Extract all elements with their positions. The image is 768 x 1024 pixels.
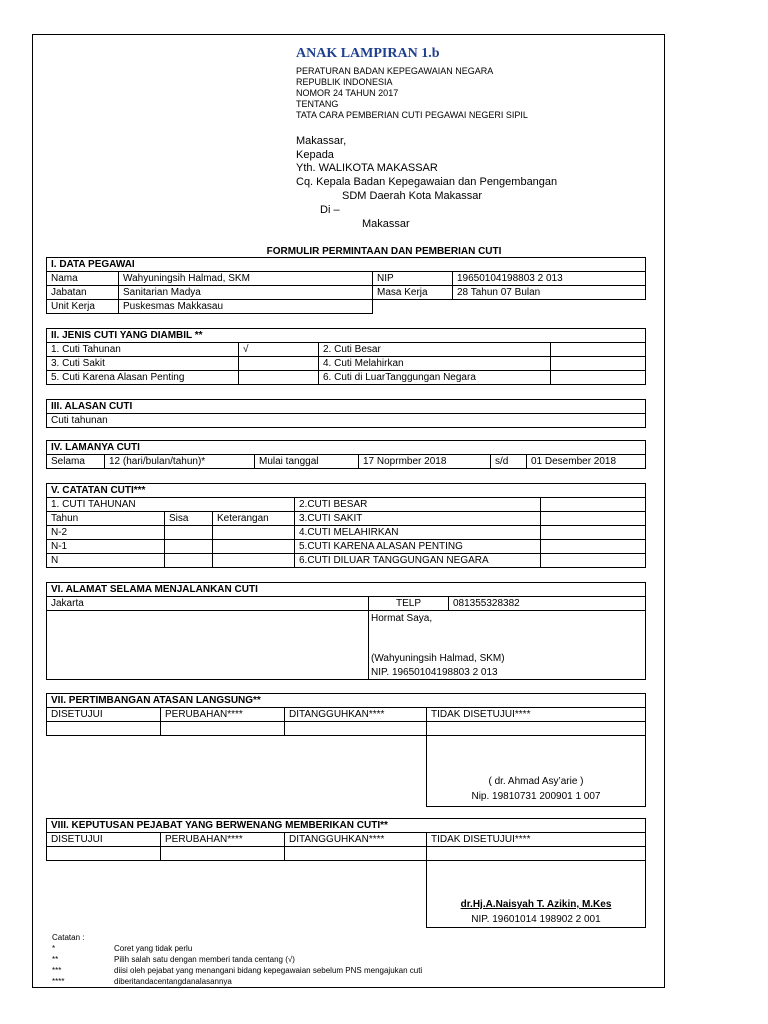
supervisor-signature-block: [427, 736, 646, 807]
phone-label: TELP: [369, 597, 449, 611]
year-n1: N-1: [47, 540, 165, 554]
changed-header: PERUBAHAN****: [161, 708, 285, 722]
address-city: Makassar,: [296, 135, 347, 147]
section-duration: [46, 440, 646, 469]
leave-option-unpaid: 6. Cuti di LuarTanggungan Negara: [319, 371, 551, 385]
section-title: V. CATATAN CUTI***: [47, 484, 646, 498]
postponed-header: DITANGGUHKAN****: [285, 833, 427, 847]
leave-option-annual: 1. Cuti Tahunan: [47, 343, 239, 357]
regulation-line-1: PERATURAN BADAN KEPEGAWAIAN NEGARA: [296, 66, 494, 76]
section-title: VIII. KEPUTUSAN PEJABAT YANG BERWENANG MEMBERIKAN CUTI**: [47, 819, 646, 833]
duration-value: 12 (hari/bulan/tahun)*: [105, 455, 255, 469]
end-date: 01 Desember 2018: [527, 455, 646, 469]
leave-option-long: 2. Cuti Besar: [319, 343, 551, 357]
decision-cell: [47, 847, 161, 861]
record-cell: [541, 526, 646, 540]
long-leave-label: 2.CUTI BESAR: [295, 498, 541, 512]
section-supervisor-review: [46, 693, 646, 807]
regards-text: Hormat Saya,: [371, 613, 433, 624]
regulation-line-5: TATA CARA PEMBERIAN CUTI PEGAWAI NEGERI SIPIL: [296, 110, 528, 120]
check-cell: [551, 343, 646, 357]
note-item: *** diisi oleh pejabat yang menangani bidang kepegawaian sebelum PNS mengajukan cuti: [52, 966, 423, 975]
section-title: II. JENIS CUTI YANG DIAMBIL **: [47, 329, 646, 343]
leave-option-important: 5. Cuti Karena Alasan Penting: [47, 371, 239, 385]
section-title: VII. PERTIMBANGAN ATASAN LANGSUNG**: [47, 694, 646, 708]
remaining-header: Sisa: [165, 512, 213, 526]
leave-option-sick: 3. Cuti Sakit: [47, 357, 239, 371]
leave-option-maternity: 4. Cuti Melahirkan: [319, 357, 551, 371]
applicant-nip: NIP. 19650104198803 2 013: [371, 667, 498, 678]
note-item: ** Pilih salah satu dengan memberi tanda centang (√): [52, 955, 295, 964]
unit-value: Puskesmas Makkasau: [119, 300, 373, 314]
supervisor-name: ( dr. Ahmad Asy’arie ): [488, 776, 584, 787]
blank-cell: [453, 300, 646, 314]
regulation-line-4: TENTANG: [296, 99, 339, 109]
record-cell: [213, 526, 295, 540]
official-signature-block: [427, 861, 646, 928]
record-cell: [165, 554, 213, 568]
section-title: III. ALASAN CUTI: [47, 400, 646, 414]
note-item: * Coret yang tidak perlu: [52, 944, 193, 953]
decision-cell: [47, 722, 161, 736]
remark-header: Keterangan: [213, 512, 295, 526]
section-employee-data: [46, 257, 646, 314]
blank-area: [47, 736, 427, 807]
nip-value: 19650104198803 2 013: [453, 272, 646, 286]
section-title: VI. ALAMAT SELAMA MENJALANKAN CUTI: [47, 583, 646, 597]
important-leave-label: 5.CUTI KARENA ALASAN PENTING: [295, 540, 541, 554]
section-title: I. DATA PEGAWAI: [47, 258, 646, 272]
section-reason: [46, 399, 646, 428]
address-recipient: Yth. WALIKOTA MAKASSAR: [296, 162, 438, 174]
check-mark: √: [239, 343, 319, 357]
record-cell: [165, 526, 213, 540]
check-cell: [551, 357, 646, 371]
decision-cell: [427, 722, 646, 736]
approved-header: DISETUJUI: [47, 708, 161, 722]
record-cell: [541, 554, 646, 568]
record-cell: [165, 540, 213, 554]
decision-cell: [161, 722, 285, 736]
record-cell: [541, 512, 646, 526]
blank-area: [47, 861, 427, 928]
year-header: Tahun: [47, 512, 165, 526]
start-label: Mulai tanggal: [255, 455, 359, 469]
name-label: Nama: [47, 272, 119, 286]
leave-address: Jakarta: [47, 597, 369, 611]
attachment-title: ANAK LAMPIRAN 1.b: [296, 46, 440, 61]
record-cell: [213, 554, 295, 568]
position-value: Sanitarian Madya: [119, 286, 373, 300]
tenure-value: 28 Tahun 07 Bulan: [453, 286, 646, 300]
approved-header: DISETUJUI: [47, 833, 161, 847]
year-n: N: [47, 554, 165, 568]
decision-cell: [161, 847, 285, 861]
year-n2: N-2: [47, 526, 165, 540]
rejected-header: TIDAK DISETUJUI****: [427, 708, 646, 722]
postponed-header: DITANGGUHKAN****: [285, 708, 427, 722]
regulation-line-3: NOMOR 24 TAHUN 2017: [296, 88, 399, 98]
form-title: FORMULIR PERMINTAAN DAN PEMBERIAN CUTI: [266, 246, 502, 257]
check-cell: [239, 357, 319, 371]
changed-header: PERUBAHAN****: [161, 833, 285, 847]
start-date: 17 Noprmber 2018: [359, 455, 491, 469]
check-cell: [239, 371, 319, 385]
reason-value: Cuti tahunan: [47, 414, 646, 428]
position-label: Jabatan: [47, 286, 119, 300]
note-item: **** diberitandacentangdanalasannya: [52, 977, 232, 986]
sick-leave-label: 3.CUTI SAKIT: [295, 512, 541, 526]
nip-label: NIP: [373, 272, 453, 286]
until-label: s/d: [491, 455, 527, 469]
address-di: Di –: [320, 204, 340, 216]
check-cell: [551, 371, 646, 385]
decision-cell: [427, 847, 646, 861]
maternity-leave-label: 4.CUTI MELAHIRKAN: [295, 526, 541, 540]
address-agency: SDM Daerah Kota Makassar: [342, 190, 482, 202]
section-official-decision: [46, 818, 646, 928]
blank-cell: [373, 300, 453, 314]
address-to: Kepada: [296, 149, 334, 161]
official-name: dr.Hj.A.Naisyah T. Azikin, M.Kes: [460, 899, 612, 910]
notes-title: Catatan :: [52, 933, 85, 942]
record-cell: [541, 498, 646, 512]
address-blank: [47, 611, 369, 680]
official-nip: NIP. 19601014 198902 2 001: [471, 914, 601, 925]
annual-leave-header: 1. CUTI TAHUNAN: [47, 498, 295, 512]
record-cell: [541, 540, 646, 554]
section-address: [46, 582, 646, 680]
regulation-line-2: REPUBLIK INDONESIA: [296, 77, 393, 87]
section-leave-records: [46, 483, 646, 568]
supervisor-nip: Nip. 19810731 200901 1 007: [471, 791, 601, 802]
address-place: Makassar: [362, 218, 410, 230]
decision-cell: [285, 722, 427, 736]
section-leave-type: [46, 328, 646, 385]
rejected-header: TIDAK DISETUJUI****: [427, 833, 646, 847]
unit-label: Unit Kerja: [47, 300, 119, 314]
phone-value: 081355328382: [449, 597, 646, 611]
applicant-signature-block: [369, 611, 646, 680]
section-title: IV. LAMANYA CUTI: [47, 441, 646, 455]
applicant-name: (Wahyuningsih Halmad, SKM): [371, 653, 505, 664]
name-value: Wahyuningsih Halmad, SKM: [119, 272, 373, 286]
record-cell: [213, 540, 295, 554]
duration-label: Selama: [47, 455, 105, 469]
unpaid-leave-label: 6.CUTI DILUAR TANGGUNGAN NEGARA: [295, 554, 541, 568]
tenure-label: Masa Kerja: [373, 286, 453, 300]
address-cq: Cq. Kepala Badan Kepegawaian dan Pengembangan: [296, 176, 558, 188]
decision-cell: [285, 847, 427, 861]
